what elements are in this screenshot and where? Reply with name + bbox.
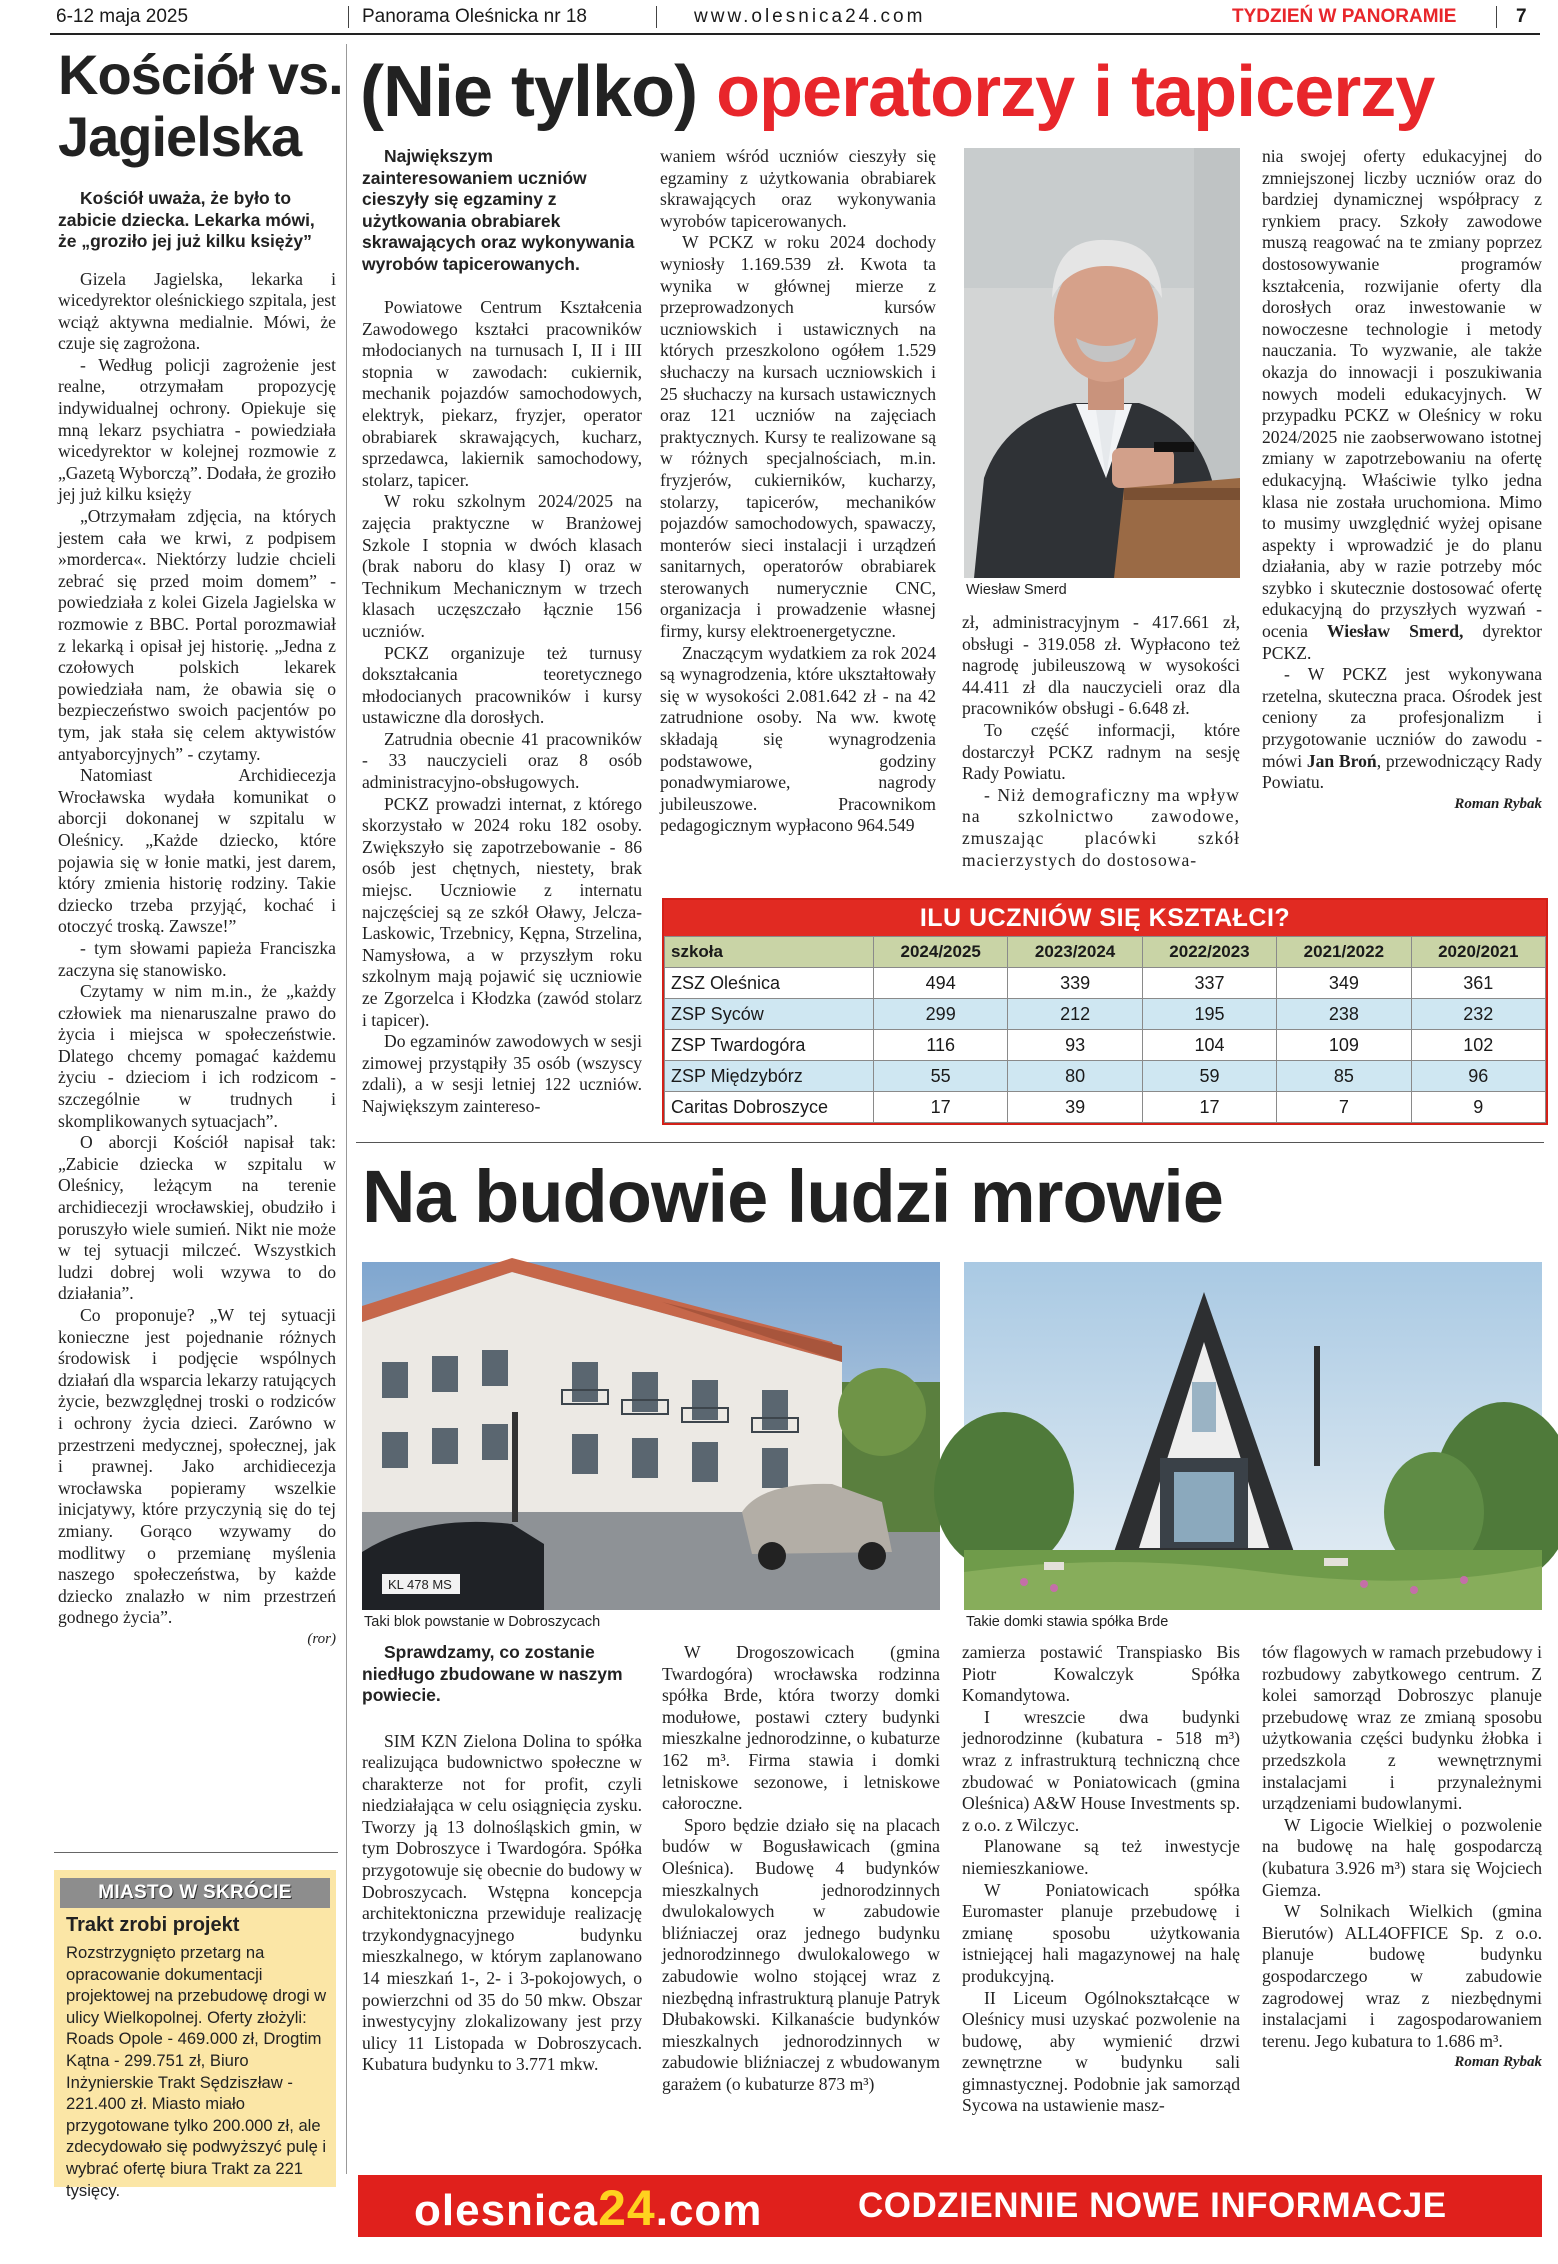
operatorzy-paragraph: To część informacji, które dostarczył PCKZ radnym na sesję Rady Powiatu. bbox=[962, 719, 1240, 784]
budowa-paragraph: SIM KZN Zielona Dolina to spółka realizująca budownictwo społeczne w charakterze not for profit, czyli niedziałająca w celu osiągnięcia zysku. Tworzy ją 13 dolnośląskich gmin, w tym Dobroszyce i Twardogóra. Spółka przygotowuje się obecnie do budowy w Dobroszycach. Wstępna koncepcja architektoniczna przewiduje realizację trzykondygnacyjnego budynku mieszkalnego, w którym zaplanowano 14 mieszkań 1-, 2- i 3-pokojowych, o powierzchni od 35 do 50 mkw. Obszar inwestycyjny zlokalizowany jest przy ulicy 11 Listopada w Dobroszycach. Kubatura budynku to 3.771 mkw. bbox=[362, 1730, 642, 2075]
operatorzy-paragraph: Zatrudnia obecnie 41 pracowników - 33 nauczycieli oraz 8 osób administracyjno-obsługowych. bbox=[362, 728, 642, 793]
brand-domain: .com bbox=[655, 2186, 763, 2235]
table-header-cell: 2020/2021 bbox=[1411, 937, 1545, 968]
table-cell: 9 bbox=[1411, 1092, 1545, 1123]
table-cell: ZSP Syców bbox=[665, 999, 874, 1030]
table-cell: 17 bbox=[874, 1092, 1008, 1123]
table-cell: 85 bbox=[1277, 1061, 1411, 1092]
table-title: ILU UCZNIÓW SIĘ KSZTAŁCI? bbox=[664, 900, 1546, 936]
operatorzy-paragraph: PCKZ organizuje też turnusy dokształcania teoretycznego młodocianych pracowników i kursy ustawiczne dla dorosłych. bbox=[362, 642, 642, 728]
table-cell: 109 bbox=[1277, 1030, 1411, 1061]
table-header-cell: 2021/2022 bbox=[1277, 937, 1411, 968]
budowa-paragraph: W Poniatowicach spółka Euromaster planuje przebudowę i zmianę sposobu użytkowania istniejącej hali magazynowej na halę produkcyjną. bbox=[962, 1879, 1240, 1986]
table-cell: 337 bbox=[1142, 968, 1276, 999]
budowa-paragraph: tów flagowych w ramach przebudowy i rozbudowy zabytkowego centrum. Z kolei samorząd Dobroszyc planuje przebudowę wraz ze zmianą sposobu użytkowania części budynku żłobka i przedszkola z wewnętrznymi instalacjami i przynależnymi urządzeniami budowlanymi. bbox=[1262, 1642, 1542, 1814]
photo-caption: Takie domki stawia spółka Brde bbox=[966, 1614, 1169, 1630]
kosciol-paragraph: „Otrzymałam zdjęcia, na których jestem cała we krwi, z podpisem »morderca«. Niektórzy ludzie chcieli zebrać się przed moim domem” - powiedziała z kolei Gizela Jagielska w rozmowie z BBC. Portal porozmawiał z lekarką i opisał jej historię. „Jedna z czołowych polskich lekarek powiedziała nam, że obawia się o bezpieczeństwo swoich pacjentów po tym, jak stała się celem aktywistów antyaborcyjnych” - czytamy. bbox=[58, 506, 336, 764]
photo-caption: Wiesław Smerd bbox=[966, 582, 1067, 598]
table-cell: 299 bbox=[874, 999, 1008, 1030]
operatorzy-paragraph bbox=[1262, 664, 1542, 794]
issue-number: Panorama Oleśnicka nr 18 bbox=[362, 6, 587, 27]
table-cell: 212 bbox=[1008, 999, 1142, 1030]
table-header-cell: 2024/2025 bbox=[874, 937, 1008, 968]
car-plate: KL 478 MS bbox=[388, 1577, 452, 1592]
kosciol-paragraph: Gizela Jagielska, lekarka i wicedyrektor oleśnickiego szpitala, jest wciąż aktywna medialnie. Mówi, że czuje się zagrożona. bbox=[58, 268, 336, 354]
operatorzy-paragraph bbox=[1262, 146, 1542, 664]
column-divider bbox=[54, 1852, 338, 1853]
table-row bbox=[665, 1092, 1546, 1123]
table-header-cell: szkoła bbox=[665, 937, 874, 968]
budowa-col-4 bbox=[1262, 1642, 1542, 2162]
table-cell: ZSZ Oleśnica bbox=[665, 968, 874, 999]
operatorzy-paragraph: Do egzaminów zawodowych w sesji zimowej przystąpiły 35 osób (wszyscy zdali), a w sesji letniej 122 uczniów. Największym zaintereso- bbox=[362, 1031, 642, 1116]
operatorzy-headline bbox=[360, 48, 1434, 136]
table-cell: 96 bbox=[1411, 1061, 1545, 1092]
kosciol-paragraph: - Według policji zagrożenie jest realne, otrzymałam propozycję indywidualnej ochrony. Opiekuje się mną lekarz psychiatra - powiedziała wicedyrektor w kolejnej rozmowie z „Gazetą Wyborczą”. Dodała, że groziło jej już kilku księży bbox=[58, 354, 337, 505]
site-url[interactable]: www.olesnica24.com bbox=[694, 6, 926, 27]
table-cell: 494 bbox=[874, 968, 1008, 999]
operatorzy-col-3 bbox=[962, 612, 1240, 882]
table-cell: 102 bbox=[1411, 1030, 1545, 1061]
table-grid bbox=[664, 936, 1546, 1123]
budowa-col-2 bbox=[662, 1642, 940, 2162]
section-name: TYDZIEŃ W PANORAMIE bbox=[1232, 6, 1457, 27]
header-divider bbox=[348, 6, 349, 28]
page-number: 7 bbox=[1516, 6, 1527, 27]
table-cell: 195 bbox=[1142, 999, 1276, 1030]
budowa-author: Roman Rybak bbox=[1454, 2054, 1542, 2071]
column-divider bbox=[346, 44, 347, 2174]
miasto-w-skrocie-box bbox=[54, 1870, 336, 2200]
kosciol-paragraph: Czytamy w nim m.in., że „każdy człowiek ma nienaruszalne prawo do życia i miejsca w społeczeństwie. Dlatego chcemy pomagać każdemu życiu - dzieciom i ich rodzicom - szczególnie w trudnych i skomplikowanych sytuacjach”. bbox=[58, 981, 336, 1131]
table-row bbox=[665, 968, 1546, 999]
table-cell: 59 bbox=[1142, 1061, 1276, 1092]
table-row bbox=[665, 1030, 1546, 1061]
table-cell: 7 bbox=[1277, 1092, 1411, 1123]
section-divider bbox=[356, 1142, 1544, 1143]
operatorzy-paragraph: W PCKZ w roku 2024 dochody wyniosły 1.169.539 zł. Kwota ta wynika w głównej mierze z przeprowadzonych kursów uczniowskich i ustawicznych na których przeszkolono ogółem 1.529 słuchaczy na kursach uczniowskich i 25 słuchaczy na kursach ustawicznych oraz 121 uczniów na zajęciach praktycznych. Kursy te realizowane są w różnych specjalnościach, m.in. fryzjerów, cukierników, kucharzy, stolarzy, tapicerów, mechaników pojazdów samochodowych, spawaczy, monterów sieci instalacji i urządzeń sanitarnych, operatorów obrabiarek sterowanych numerycznie CNC, organizacja i prowadzenie własnej firmy, kursy elektroenergetyczne. bbox=[660, 232, 936, 642]
table-cell: 39 bbox=[1008, 1092, 1142, 1123]
operatorzy-lead: Największym zainteresowaniem uczniów cieszyły się egzaminy z użytkowania obrabiarek skrawających oraz wykonywania wyrobów tapicerowanych. bbox=[362, 146, 635, 274]
budowa-paragraph: I wreszcie dwa budynki jednorodzinne (kubatura - 518 m³) wraz z infrastrukturą techniczną chce zbudować w Poniatowicach (gmina Oleśnica) A&W House Investments sp. z o.o. z Wilczyc. bbox=[962, 1706, 1240, 1835]
budowa-col-1 bbox=[362, 1642, 642, 2162]
brand-logo[interactable] bbox=[414, 2179, 762, 2237]
table-row bbox=[665, 1061, 1546, 1092]
quoted-name: Wiesław Smerd, bbox=[1326, 621, 1464, 642]
paragraph-text: - W PCKZ jest wykonywana rzetelna, skuteczna praca. Ośrodek jest ceniony za profesjonalizm i przygotowanie uczniów do zawodu - mówi bbox=[1262, 664, 1542, 771]
photo-caption: Taki blok powstanie w Dobroszycach bbox=[364, 1614, 601, 1630]
table-header-cell: 2022/2023 bbox=[1142, 937, 1276, 968]
headline-red-part: operatorzy i tapicerzy bbox=[716, 52, 1435, 132]
wieslaw-smerd-photo bbox=[964, 148, 1240, 578]
table-row bbox=[665, 999, 1546, 1030]
paragraph-text: nia swojej oferty edukacyjnej do zmniejszonej liczby uczniów oraz do bardziej dynamicznej współpracy z rynkiem pracy. Szkoły zawodowe muszą reagować na te zmiany poprzez dostosowywanie programów kształcenia, rozwijanie oferty dla dorosłych oraz inwestowanie w nowoczesne technologie i metody nauczania. To wyzwanie, ale także okazja do innowacji i poszukiwania nowych modeli edukacyjnych. W przypadku PCKZ w Oleśnicy w roku 2024/2025 nie zaobserwowano istotnej zmiany w zapotrzebowaniu na ofertę edukacyjną. Właściwie tylko jedna klasa nie została uruchomiona. Mimo to musimy uwzględnić wyżej opisane aspekty i wprowadzić je do planu działania, aby w razie potrzeby móc szybko i skutecznie dostosować ofertę edukacyjną do przyszłych wyzwań - ocenia bbox=[1262, 146, 1542, 642]
table-cell: ZSP Międzybórz bbox=[665, 1061, 874, 1092]
budowa-paragraph: Sporo będzie działo się na placach budów w Bogusławicach (gmina Oleśnica). Budowę 4 budynków mieszkalnych jednorodzinnych dwulokalowych w zabudowie bliźniaczej oraz jednego budynku jednorodzinnego dwulokalowego w zabudowie wolno stojącej wraz z niezbędną infrastrukturą planuje Patryk Dłubakowski. Kilkanaście budynków mieszkalnych jednorodzinnych w zabudowie bliźniaczej z wbudowanym garażem (o kubaturze 873 m³) bbox=[662, 1814, 940, 2094]
operatorzy-col-1 bbox=[362, 146, 642, 1116]
quoted-name: Jan Broń bbox=[1306, 750, 1377, 771]
table-cell: 80 bbox=[1008, 1061, 1142, 1092]
uczniowie-table bbox=[662, 898, 1548, 1125]
table-cell: Caritas Dobroszyce bbox=[665, 1092, 874, 1123]
operatorzy-col-4 bbox=[1262, 146, 1542, 882]
paragraph-text: dyrektor PCKZ. bbox=[1262, 621, 1542, 663]
header-divider bbox=[1496, 6, 1497, 28]
page-header bbox=[0, 0, 1558, 36]
headline-dark-part: (Nie tylko) bbox=[360, 52, 698, 132]
table-cell: ZSP Twardogóra bbox=[665, 1030, 874, 1061]
table-cell: 116 bbox=[874, 1030, 1008, 1061]
footer-slogan: CODZIENNIE NOWE INFORMACJE bbox=[858, 2186, 1447, 2225]
table-header-cell: 2023/2024 bbox=[1008, 937, 1142, 968]
issue-date: 6-12 maja 2025 bbox=[56, 6, 189, 27]
budowa-paragraph: zamierza postawić Transpiasko Bis Piotr Kowalczyk Spółka Komandytowa. bbox=[962, 1642, 1240, 1706]
table-header-row bbox=[665, 937, 1546, 968]
table-cell: 349 bbox=[1277, 968, 1411, 999]
table-cell: 238 bbox=[1277, 999, 1411, 1030]
budowa-paragraph: W Solnikach Wielkich (gmina Bierutów) ALL4OFFICE Sp. z o.o. planuje budowę budynku gospodarczego w zabudowie zagrodowej wraz z niezbędnymi instalacjami i zagospodarowaniem terenu. Jego kubatura to 1.686 m³. bbox=[1262, 1901, 1542, 2051]
operatorzy-paragraph: PCKZ prowadzi internat, z którego skorzystało w 2024 roku 182 osoby. Zwiększyło się zapotrzebowanie - 86 osób jest chętnych, niestety, brak miejsc. Uczniowie z internatu najczęściej są ze szkół Oławy, Jelcza-Laskowic, Trzebnicy, Kępna, Strzelina, Namysłowa, a w przyszłym roku szkolnym mają pojawić się uczniowie ze Zgorzelca i Kłodzka (zawód stolarz i tapicer). bbox=[362, 793, 642, 1030]
table-cell: 93 bbox=[1008, 1030, 1142, 1061]
kosciol-paragraph: - tym słowami papieża Franciszka zaczyna się stanowisko. bbox=[58, 937, 336, 980]
budowa-paragraph: W Drogoszowicach (gmina Twardogóra) wrocławska rodzinna spółka Brde, która tworzy domki modułowe, postawi cztery budynki mieszkalne jednorodzinne, o kubaturze 162 m³. Firma stawia i domki letniskowe sezonowe, i letniskowe całoroczne. bbox=[662, 1642, 940, 1814]
a-frame-house-photo bbox=[964, 1262, 1542, 1610]
budowa-paragraph: II Liceum Ogólnokształcące w Oleśnicy musi uzyskać pozwolenie na budowę, aby wymienić drzwi zewnętrzne w budynku sali gimnastycznej. Podobnie jak samorząd Sycowa na ustawienie masz- bbox=[962, 1987, 1240, 2116]
operatorzy-paragraph: Znaczącym wydatkiem za rok 2024 są wynagrodzenia, które ukształtowały się w wysokości 2.081.642 zł - na 42 zatrudnione osoby. Na ww. kwotę składają się wynagrodzenia podstawowe, godziny ponadwymiarowe, nagrody jubileuszowe. Pracownikom pedagogicznym wypłacono 964.549 bbox=[660, 642, 936, 836]
table-cell: 232 bbox=[1411, 999, 1545, 1030]
kosciol-paragraph: Co proponuje? „W tej sytuacji konieczne jest pojednanie różnych środowisk i podjęcie wspólnych działań dla wsparcia lekarzy ratujących życie, bezwzględnej troski o rodziców i ochrony życia dzieci. Zarówno w przestrzeni medycznej, społecznej, jak i prawnej. Jako archidiecezja wrocławska popieramy wszelkie inicjatywy, które przyczynią się do tej zmiany. Gorąco wzywamy do modlitwy o przemianę myślenia naszego społeczeństwa, by każde dziecko znalazło w nim przestrzeń godnego życia”. bbox=[58, 1305, 336, 1628]
table-cell: 361 bbox=[1411, 968, 1545, 999]
budowa-paragraph: Planowane są też inwestycje niemieszkaniowe. bbox=[962, 1836, 1240, 1878]
operatorzy-col-2 bbox=[660, 146, 936, 882]
table-cell: 104 bbox=[1142, 1030, 1276, 1061]
table-cell: 17 bbox=[1142, 1092, 1276, 1123]
box-title: Trakt zrobi projekt bbox=[66, 1914, 240, 1936]
footer-banner[interactable] bbox=[358, 2175, 1542, 2237]
block-building-photo bbox=[362, 1262, 940, 1610]
kosciol-paragraph: O aborcji Kościół napisał tak: „Zabicie dziecka w szpitalu w Oleśnicy, leżącym na terenie archidiecezji wrocławskiej, obudziło i poruszyło wiele sumień. Nikt nie może w tej sytuacji milczeć. Wszystkich ludzi dobrej woli wzywa to do działania”. bbox=[58, 1132, 336, 1304]
table-cell: 55 bbox=[874, 1061, 1008, 1092]
budowa-paragraph: W Ligocie Wielkiej o pozwolenie na budowę na halę gospodarczą (kubatura 3.926 m³) stara się Wojciech Giemza. bbox=[1262, 1814, 1542, 1900]
operatorzy-paragraph: - Niż demograficzny ma wpływ na szkolnictwo zawodowe, zmuszając placówki szkół macierzystych do dostosowa- bbox=[962, 784, 1240, 870]
kosciol-paragraph: Natomiast Archidiecezja Wrocławska wydała komunikat o aborcji dokonanej w szpitalu w Oleśnicy. „Każde dziecko, które pojawia się w łonie matki, jest darem, który zmienia historię rodziny. Takie dziecko trzeba przyjąć, kochać i otoczyć troską. Zawsze!” bbox=[58, 765, 336, 937]
operatorzy-paragraph: Powiatowe Centrum Kształcenia Zawodowego kształci pracowników młodocianych na turnusach I, II i III stopnia w zawodach: cukiernik, mechanik pojazdów samochodowych, elektryk, piekarz, fryzjer, operator obrabiarek skrawających, kucharz, sprzedawca, lakiernik samochodowy, stolarz, tapicer. bbox=[362, 297, 642, 490]
budowa-lead: Sprawdzamy, co zostanie niedługo zbudowane w naszym powiecie. bbox=[362, 1642, 623, 1705]
brand-text: olesnica bbox=[414, 2186, 599, 2235]
kosciol-headline: Kościół vs. Jagielska bbox=[58, 43, 343, 168]
operatorzy-paragraph: waniem wśród uczniów cieszyły się egzaminy z użytkowania obrabiarek skrawających oraz wykonywania wyrobów tapicerowanych. bbox=[660, 146, 936, 231]
operatorzy-paragraph: W roku szkolnym 2024/2025 na zajęcia praktyczne w Branżowej Szkole I stopnia w dwóch klasach (brak naboru do klasy I) oraz w Technikum Mechanicznym w trzech klasach uczęszczało łącznie 156 uczniów. bbox=[362, 491, 642, 641]
budowa-col-3 bbox=[962, 1642, 1240, 2162]
paragraph-text: , przewodniczący Rady Powiatu. bbox=[1262, 750, 1543, 793]
kosciol-author: (ror) bbox=[307, 1630, 336, 1647]
box-text: Rozstrzygnięto przetarg na opracowanie dokumentacji projektowej na przebudowę drogi w ulicy Wielkopolnej. Oferty złożyli: Roads Opole - 469.000 zł, Drogtim Kątna - 299.751 zł, Biuro Inżynierskie Trakt Sędziszław - 221.400 zł. Miasto miało przygotowane tylko 200.000 zł, ale zdecydowało się podwyższyć pulę i wybrać ofertę biura Trakt za 221 tysięcy. bbox=[66, 1943, 327, 2200]
box-header: MIASTO W SKRÓCIE bbox=[60, 1878, 330, 1908]
kosciol-article bbox=[58, 188, 336, 1848]
operatorzy-author: Roman Rybak bbox=[1454, 795, 1542, 812]
header-divider bbox=[656, 6, 657, 28]
table-cell: 339 bbox=[1008, 968, 1142, 999]
header-rule bbox=[50, 33, 1540, 35]
operatorzy-paragraph: zł, administracyjnym - 417.661 zł, obsługi - 319.058 zł. Wypłacono też nagrodę jubileuszową w wysokości 44.411 zł dla nauczycieli oraz dla pracowników obsługi - 6.648 zł. bbox=[962, 612, 1240, 719]
kosciol-lead: Kościół uważa, że było to zabicie dziecka. Lekarka mówi, że „groziło jej już kilku księży” bbox=[58, 188, 315, 251]
budowa-headline: Na budowie ludzi mrowie bbox=[362, 1155, 1223, 1238]
brand-number: 24 bbox=[598, 2180, 656, 2236]
